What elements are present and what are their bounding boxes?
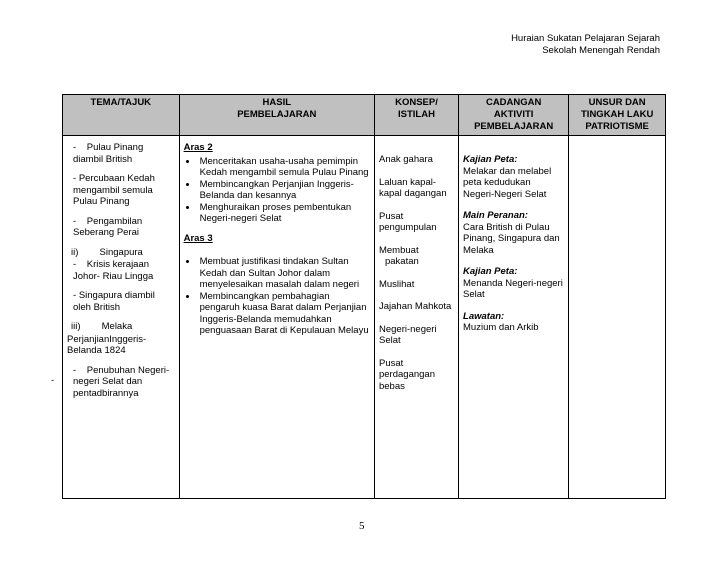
tema-item: - Penubuhan Negeri- negeri Selat dan pentadbirannya — [73, 364, 170, 399]
table-row — [63, 136, 666, 499]
cadangan-item — [463, 210, 564, 256]
list-item: • Membincangkan pembahagian pengaruh kuasa Barat dalam Perjanjian Inggeris-Belanda memudahkan penguasaan Barat di Kepulauan Melayu — [198, 291, 370, 337]
aras-3-title: Aras 3 — [183, 232, 213, 244]
header-line-1: Huraian Sukatan Pelajaran Sejarah — [511, 33, 660, 44]
cadangan-item — [463, 311, 564, 334]
cadangan-body: Cara British di Pulau Pinang, Singapura dan Melaka — [463, 221, 560, 256]
tema-item: PerjanjianInggeris-Belanda 1824 — [67, 333, 147, 356]
aras-2-list — [184, 156, 370, 225]
cadangan-heading: Kajian Peta: — [463, 266, 518, 277]
list-item: • Membincangkan Perjanjian Inggeris-Belanda dan kesannya — [198, 179, 370, 202]
konsep-item: Muslihat — [378, 278, 415, 290]
konsep-item: Pusat perdagangan bebas — [378, 357, 435, 392]
col-header-cadangan: CADANGAN AKTIVITI PEMBELAJARAN — [459, 95, 569, 136]
konsep-cell — [374, 136, 458, 499]
document-header — [511, 33, 660, 57]
tema-item: - Pulau Pinang diambil British — [73, 142, 144, 165]
konsep-item: Anak gahara — [378, 154, 433, 165]
page-number: 5 — [359, 520, 365, 532]
cadangan-body: Muzium dan Arkib — [463, 322, 539, 333]
cadangan-item — [463, 266, 564, 301]
konsep-item: Negeri-negeri Selat — [378, 323, 437, 346]
syllabus-table — [62, 94, 666, 499]
list-item: • Membuat justifikasi tindakan Sultan Kedah dan Sultan Johor dalam menyelesaikan masalah dalam negeri — [198, 256, 370, 291]
tema-cell — [63, 136, 180, 499]
header-line-2: Sekolah Menengah Rendah — [542, 45, 660, 56]
margin-dash: - — [51, 375, 55, 386]
konsep-item: Jajahan Mahkota — [378, 301, 452, 312]
konsep-item: Membuat pakatan — [378, 244, 419, 267]
cadangan-heading: Main Peranan: — [463, 210, 528, 221]
tema-item: - Pengambilan Seberang Perai — [73, 215, 143, 238]
tema-item: - Percubaan Kedah mengambil semula Pulau Pinang — [73, 173, 155, 207]
cadangan-heading: Kajian Peta: — [463, 154, 518, 165]
tema-item: - Singapura diambil oleh British — [73, 290, 155, 313]
cadangan-body: Melakar dan melabel peta kedudukan Negeri-Negeri Selat — [463, 165, 552, 200]
cadangan-cell — [459, 136, 569, 499]
konsep-item: Laluan kapal-kapal dagangan — [378, 176, 447, 199]
list-item: • Menghuraikan proses pembentukan Negeri-negeri Selat — [198, 202, 370, 225]
unsur-cell — [569, 136, 666, 499]
col-header-unsur: UNSUR DAN TINGKAH LAKU PATRIOTISME — [569, 95, 666, 136]
aras-2-title: Aras 2 — [183, 142, 213, 153]
cadangan-heading: Lawatan: — [463, 310, 505, 322]
col-header-hasil: HASIL PEMBELAJARAN — [179, 95, 374, 136]
col-header-konsep: KONSEP/ ISTILAH — [374, 95, 458, 136]
aras-3-list — [184, 256, 370, 337]
col-header-tema: TEMA/TAJUK — [63, 95, 180, 136]
tema-item: ii) Singapura — [71, 246, 143, 258]
konsep-item: Pusat pengumpulan — [378, 210, 437, 233]
list-item: • Menceritakan usaha-usaha pemimpin Kedah mengambil semula Pulau Pinang — [198, 156, 370, 179]
table-header-row — [63, 95, 666, 136]
cadangan-item — [463, 154, 564, 200]
hasil-cell — [179, 136, 374, 499]
tema-item: - Krisis kerajaan Johor- Riau Lingga — [73, 259, 154, 282]
tema-item: iii) Melaka — [71, 321, 133, 332]
cadangan-body: Menanda Negeri-negeri Selat — [463, 277, 563, 300]
